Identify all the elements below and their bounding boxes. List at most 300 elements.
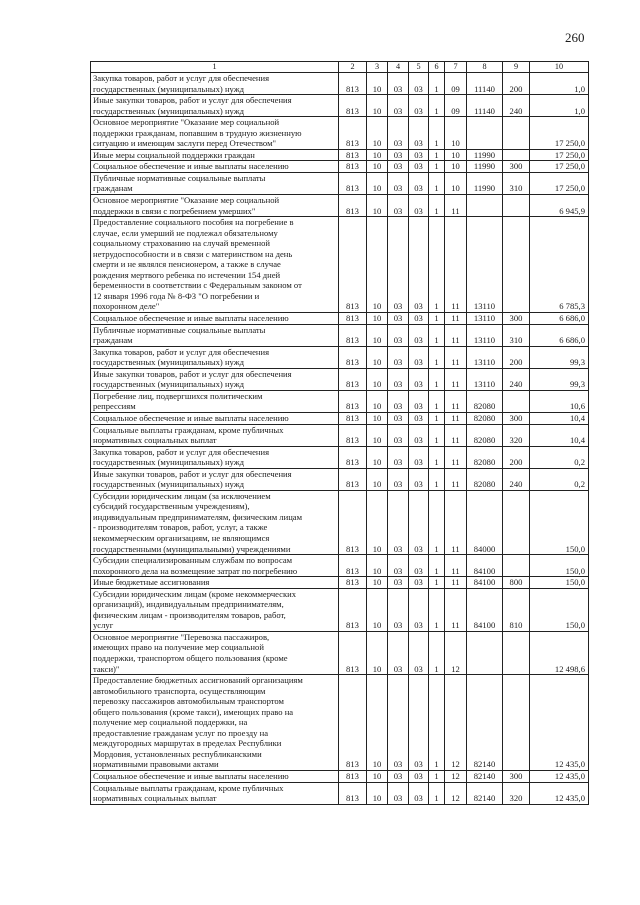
section-code-cell: 10 xyxy=(367,631,388,674)
expense-type-code-cell: 300 xyxy=(503,161,530,173)
program-code-cell: 03 xyxy=(409,73,429,95)
row-name-line: Субсидии специализированным службам по вопросам xyxy=(93,555,293,566)
program-code-cell: 03 xyxy=(409,675,429,771)
measure-code-cell: 10 xyxy=(445,172,467,194)
page-number: 260 xyxy=(565,30,585,45)
subsection-code-cell: 03 xyxy=(388,368,409,390)
row-name-line: государственных (муниципальных) нужд xyxy=(93,457,245,468)
ministry-code-cell: 813 xyxy=(339,117,367,150)
section-code-cell: 10 xyxy=(367,446,388,468)
expense-type-code-cell: 800 xyxy=(503,577,530,589)
row-name-line: государственных (муниципальных) нужд xyxy=(93,83,245,94)
measure-code-cell: 11 xyxy=(445,468,467,490)
subprogram-code-cell: 1 xyxy=(429,631,445,674)
row-name-cell xyxy=(91,117,339,150)
section-code-cell: 10 xyxy=(367,324,388,346)
row-name-line: Иные бюджетные ассигнования xyxy=(93,577,210,588)
row-name-line: социальному страхованию на случай временной xyxy=(93,238,270,249)
row-name-line: имеющих право на получение мер социальной xyxy=(93,642,264,653)
subprogram-code-cell: 1 xyxy=(429,446,445,468)
measure-code-cell: 11 xyxy=(445,490,467,554)
row-name-cell xyxy=(91,172,339,194)
section-code-cell: 10 xyxy=(367,313,388,325)
expense-type-code-cell: 310 xyxy=(503,172,530,194)
amount-cell: 150,0 xyxy=(530,490,589,554)
row-name-line: поддержки гражданам, попавшим в трудную жизненную xyxy=(93,127,302,138)
program-code-cell: 03 xyxy=(409,771,429,783)
row-name-cell xyxy=(91,73,339,95)
subprogram-code-cell: 1 xyxy=(429,73,445,95)
ministry-code-cell: 813 xyxy=(339,588,367,631)
subprogram-code-cell: 1 xyxy=(429,324,445,346)
section-code-cell: 10 xyxy=(367,368,388,390)
subprogram-code-cell: 1 xyxy=(429,555,445,577)
section-code-cell: 10 xyxy=(367,412,388,424)
table-row xyxy=(91,346,589,368)
column-header: 1 xyxy=(91,62,339,73)
row-name-cell xyxy=(91,468,339,490)
subsection-code-cell: 03 xyxy=(388,771,409,783)
row-name-line: физическим лицам - производителям товаров, работ, xyxy=(93,609,286,620)
row-name-cell xyxy=(91,555,339,577)
amount-cell: 99,3 xyxy=(530,346,589,368)
subsection-code-cell: 03 xyxy=(388,117,409,150)
row-name-line: предоставление гражданам услуг по проезду на xyxy=(93,727,269,738)
expense-type-code-cell: 300 xyxy=(503,412,530,424)
section-code-cell: 10 xyxy=(367,675,388,771)
expense-type-code-cell: 240 xyxy=(503,468,530,490)
measure-code-cell: 11 xyxy=(445,390,467,412)
direction-code-cell: 13110 xyxy=(467,313,503,325)
subsection-code-cell: 03 xyxy=(388,195,409,217)
column-header: 9 xyxy=(503,62,530,73)
subsection-code-cell: 03 xyxy=(388,161,409,173)
expense-type-code-cell xyxy=(503,490,530,554)
expense-type-code-cell: 300 xyxy=(503,313,530,325)
table-row xyxy=(91,555,589,577)
header-row xyxy=(91,62,589,73)
direction-code-cell: 13110 xyxy=(467,217,503,313)
table-row xyxy=(91,117,589,150)
ministry-code-cell: 813 xyxy=(339,631,367,674)
row-name-line: поддержки в связи с погребением умерших" xyxy=(93,205,256,216)
column-header: 10 xyxy=(530,62,589,73)
table-row xyxy=(91,149,589,161)
row-name-line: поддержки, транспортом общего пользования (кроме xyxy=(93,652,288,663)
program-code-cell: 03 xyxy=(409,313,429,325)
ministry-code-cell: 813 xyxy=(339,424,367,446)
measure-code-cell: 09 xyxy=(445,95,467,117)
row-name-cell xyxy=(91,313,339,325)
program-code-cell: 03 xyxy=(409,390,429,412)
row-name-line: рождения мертвого ребенка по истечении 154 дней xyxy=(93,269,281,280)
ministry-code-cell: 813 xyxy=(339,782,367,804)
expense-type-code-cell: 810 xyxy=(503,588,530,631)
row-name-line: 12 января 1996 года № 8-ФЗ "О погребении и xyxy=(93,290,260,301)
row-name-line: Субсидии юридическим лицам (за исключением xyxy=(93,490,271,501)
table-row xyxy=(91,217,589,313)
direction-code-cell: 82140 xyxy=(467,771,503,783)
ministry-code-cell: 813 xyxy=(339,771,367,783)
row-name-line: государственных (муниципальных) нужд xyxy=(93,357,245,368)
row-name-cell xyxy=(91,390,339,412)
program-code-cell: 03 xyxy=(409,424,429,446)
subsection-code-cell: 03 xyxy=(388,631,409,674)
row-name-cell xyxy=(91,195,339,217)
subsection-code-cell: 03 xyxy=(388,446,409,468)
table-row xyxy=(91,313,589,325)
row-name-line: Социальные выплаты гражданам, кроме публичных xyxy=(93,782,284,793)
row-name-line: гражданам xyxy=(93,335,133,346)
subprogram-code-cell: 1 xyxy=(429,161,445,173)
table-row xyxy=(91,161,589,173)
measure-code-cell: 11 xyxy=(445,588,467,631)
program-code-cell: 03 xyxy=(409,588,429,631)
subsection-code-cell: 03 xyxy=(388,412,409,424)
row-name-line: перевозку пассажиров автомобильным транспортом xyxy=(93,696,284,707)
ministry-code-cell: 813 xyxy=(339,161,367,173)
expense-type-code-cell xyxy=(503,117,530,150)
expense-type-code-cell: 240 xyxy=(503,95,530,117)
expense-type-code-cell xyxy=(503,390,530,412)
measure-code-cell: 11 xyxy=(445,313,467,325)
amount-cell: 17 250,0 xyxy=(530,161,589,173)
amount-cell: 6 686,0 xyxy=(530,324,589,346)
row-name-cell xyxy=(91,490,339,554)
table-row xyxy=(91,195,589,217)
table-row xyxy=(91,172,589,194)
expense-type-code-cell xyxy=(503,195,530,217)
measure-code-cell: 12 xyxy=(445,771,467,783)
subprogram-code-cell: 1 xyxy=(429,490,445,554)
row-name-cell xyxy=(91,771,339,783)
program-code-cell: 03 xyxy=(409,368,429,390)
table-row xyxy=(91,73,589,95)
row-name-line: Иные меры социальной поддержки граждан xyxy=(93,149,255,160)
expense-type-code-cell: 200 xyxy=(503,446,530,468)
subsection-code-cell: 03 xyxy=(388,468,409,490)
row-name-line: нормативными правовыми актами xyxy=(93,759,219,770)
direction-code-cell: 11140 xyxy=(467,73,503,95)
measure-code-cell: 10 xyxy=(445,161,467,173)
table-row xyxy=(91,771,589,783)
program-code-cell: 03 xyxy=(409,782,429,804)
section-code-cell: 10 xyxy=(367,588,388,631)
subsection-code-cell: 03 xyxy=(388,172,409,194)
row-name-line: Публичные нормативные социальные выплаты xyxy=(93,324,266,335)
subsection-code-cell: 03 xyxy=(388,95,409,117)
ministry-code-cell: 813 xyxy=(339,577,367,589)
section-code-cell: 10 xyxy=(367,346,388,368)
ministry-code-cell: 813 xyxy=(339,490,367,554)
amount-cell: 12 435,0 xyxy=(530,771,589,783)
row-name-line: Иные закупки товаров, работ и услуг для обеспечения xyxy=(93,95,292,106)
table-row xyxy=(91,782,589,804)
measure-code-cell: 11 xyxy=(445,217,467,313)
measure-code-cell: 09 xyxy=(445,73,467,95)
subsection-code-cell: 03 xyxy=(388,73,409,95)
table-row xyxy=(91,324,589,346)
expense-type-code-cell: 320 xyxy=(503,782,530,804)
row-name-line: Погребение лиц, подвергшихся политическим xyxy=(93,390,263,401)
row-name-line: Социальное обеспечение и иные выплаты населению xyxy=(93,412,289,423)
row-name-line: государственными (муниципальными) учреждениями xyxy=(93,543,291,554)
amount-cell: 17 250,0 xyxy=(530,172,589,194)
row-name-line: Мордовия, установленных республиканскими xyxy=(93,748,262,759)
measure-code-cell: 11 xyxy=(445,195,467,217)
table-row xyxy=(91,412,589,424)
section-code-cell: 10 xyxy=(367,782,388,804)
amount-cell: 17 250,0 xyxy=(530,149,589,161)
subprogram-code-cell: 1 xyxy=(429,172,445,194)
direction-code-cell: 82080 xyxy=(467,390,503,412)
measure-code-cell: 11 xyxy=(445,446,467,468)
row-name-line: организаций), индивидуальным предпринимателям, xyxy=(93,599,284,610)
row-name-cell xyxy=(91,424,339,446)
row-name-line: Социальные выплаты гражданам, кроме публичных xyxy=(93,424,284,435)
measure-code-cell: 11 xyxy=(445,577,467,589)
expense-type-code-cell: 300 xyxy=(503,771,530,783)
subsection-code-cell: 03 xyxy=(388,217,409,313)
direction-code-cell: 82080 xyxy=(467,412,503,424)
row-name-cell xyxy=(91,161,339,173)
row-name-line: Иные закупки товаров, работ и услуг для обеспечения xyxy=(93,368,292,379)
row-name-line: Предоставление социального пособия на погребение в xyxy=(93,217,294,228)
row-name-line: случае, если умерший не подлежал обязательному xyxy=(93,227,278,238)
column-header: 4 xyxy=(388,62,409,73)
row-name-line: Иные закупки товаров, работ и услуг для обеспечения xyxy=(93,468,292,479)
row-name-cell xyxy=(91,412,339,424)
subsection-code-cell: 03 xyxy=(388,346,409,368)
expense-type-code-cell xyxy=(503,631,530,674)
column-header: 8 xyxy=(467,62,503,73)
row-name-line: похоронном деле" xyxy=(93,301,160,312)
expense-type-code-cell xyxy=(503,217,530,313)
table-row xyxy=(91,390,589,412)
direction-code-cell: 84100 xyxy=(467,555,503,577)
column-header: 6 xyxy=(429,62,445,73)
table-row xyxy=(91,424,589,446)
direction-code-cell xyxy=(467,117,503,150)
direction-code-cell: 13110 xyxy=(467,346,503,368)
row-name-line: услуг xyxy=(93,620,114,631)
amount-cell: 6 785,3 xyxy=(530,217,589,313)
row-name-cell xyxy=(91,368,339,390)
table-row xyxy=(91,490,589,554)
section-code-cell: 10 xyxy=(367,390,388,412)
subprogram-code-cell: 1 xyxy=(429,217,445,313)
subsection-code-cell: 03 xyxy=(388,324,409,346)
subprogram-code-cell: 1 xyxy=(429,588,445,631)
program-code-cell: 03 xyxy=(409,217,429,313)
program-code-cell: 03 xyxy=(409,172,429,194)
subsection-code-cell: 03 xyxy=(388,782,409,804)
subsection-code-cell: 03 xyxy=(388,555,409,577)
direction-code-cell: 84100 xyxy=(467,577,503,589)
subsection-code-cell: 03 xyxy=(388,588,409,631)
subprogram-code-cell: 1 xyxy=(429,95,445,117)
column-header: 2 xyxy=(339,62,367,73)
row-name-line: Закупка товаров, работ и услуг для обеспечения xyxy=(93,446,270,457)
ministry-code-cell: 813 xyxy=(339,195,367,217)
measure-code-cell: 10 xyxy=(445,117,467,150)
row-name-line: автомобильного транспорта, осуществляющим xyxy=(93,685,266,696)
amount-cell: 6 945,9 xyxy=(530,195,589,217)
subsection-code-cell: 03 xyxy=(388,149,409,161)
table-row xyxy=(91,577,589,589)
direction-code-cell: 82140 xyxy=(467,782,503,804)
table-row xyxy=(91,95,589,117)
row-name-line: получение мер социальной поддержки, на xyxy=(93,717,248,728)
amount-cell: 12 435,0 xyxy=(530,782,589,804)
direction-code-cell: 82140 xyxy=(467,675,503,771)
section-code-cell: 10 xyxy=(367,73,388,95)
program-code-cell: 03 xyxy=(409,412,429,424)
section-code-cell: 10 xyxy=(367,217,388,313)
row-name-line: Социальное обеспечение и иные выплаты населению xyxy=(93,161,289,172)
ministry-code-cell: 813 xyxy=(339,390,367,412)
section-code-cell: 10 xyxy=(367,555,388,577)
program-code-cell: 03 xyxy=(409,468,429,490)
direction-code-cell: 82080 xyxy=(467,446,503,468)
row-name-cell xyxy=(91,446,339,468)
section-code-cell: 10 xyxy=(367,424,388,446)
direction-code-cell: 82080 xyxy=(467,468,503,490)
subprogram-code-cell: 1 xyxy=(429,675,445,771)
table-row xyxy=(91,368,589,390)
measure-code-cell: 12 xyxy=(445,782,467,804)
column-header: 5 xyxy=(409,62,429,73)
amount-cell: 0,2 xyxy=(530,446,589,468)
direction-code-cell: 11140 xyxy=(467,95,503,117)
measure-code-cell: 10 xyxy=(445,149,467,161)
subprogram-code-cell: 1 xyxy=(429,313,445,325)
direction-code-cell: 13110 xyxy=(467,368,503,390)
direction-code-cell: 13110 xyxy=(467,324,503,346)
ministry-code-cell: 813 xyxy=(339,346,367,368)
row-name-line: государственных (муниципальных) нужд xyxy=(93,379,245,390)
row-name-line: репрессиям xyxy=(93,401,136,412)
ministry-code-cell: 813 xyxy=(339,324,367,346)
amount-cell: 150,0 xyxy=(530,588,589,631)
direction-code-cell: 11990 xyxy=(467,161,503,173)
row-name-line: ситуацию и имеющим заслуги перед Отечеством" xyxy=(93,138,277,149)
row-name-line: Основное мероприятие "Перевозка пассажиров, xyxy=(93,631,270,642)
ministry-code-cell: 813 xyxy=(339,468,367,490)
measure-code-cell: 12 xyxy=(445,631,467,674)
amount-cell: 10,4 xyxy=(530,412,589,424)
expense-type-code-cell: 240 xyxy=(503,368,530,390)
amount-cell: 0,2 xyxy=(530,468,589,490)
row-name-line: общего пользования (кроме такси), имеющих право на xyxy=(93,706,294,717)
program-code-cell: 03 xyxy=(409,117,429,150)
row-name-line: нормативных социальных выплат xyxy=(93,435,217,446)
row-name-cell xyxy=(91,324,339,346)
measure-code-cell: 11 xyxy=(445,555,467,577)
subprogram-code-cell: 1 xyxy=(429,577,445,589)
row-name-line: Субсидии юридическим лицам (кроме некоммерческих xyxy=(93,588,297,599)
row-name-cell xyxy=(91,217,339,313)
row-name-cell xyxy=(91,577,339,589)
amount-cell: 6 686,0 xyxy=(530,313,589,325)
amount-cell: 1,0 xyxy=(530,95,589,117)
subprogram-code-cell: 1 xyxy=(429,117,445,150)
program-code-cell: 03 xyxy=(409,95,429,117)
direction-code-cell: 11990 xyxy=(467,149,503,161)
subsection-code-cell: 03 xyxy=(388,577,409,589)
section-code-cell: 10 xyxy=(367,195,388,217)
row-name-cell xyxy=(91,675,339,771)
row-name-line: Публичные нормативные социальные выплаты xyxy=(93,172,266,183)
expense-type-code-cell xyxy=(503,555,530,577)
measure-code-cell: 11 xyxy=(445,368,467,390)
direction-code-cell xyxy=(467,631,503,674)
row-name-line: Социальное обеспечение и иные выплаты населению xyxy=(93,313,289,324)
subprogram-code-cell: 1 xyxy=(429,424,445,446)
row-name-line: индивидуальным предпринимателям, физическим лицам xyxy=(93,511,303,522)
row-name-line: нетрудоспособности и в связи с материнством на день xyxy=(93,248,293,259)
row-name-cell xyxy=(91,782,339,804)
row-name-line: некоммерческим организациям, не являющимся xyxy=(93,532,270,543)
direction-code-cell: 84100 xyxy=(467,588,503,631)
subprogram-code-cell: 1 xyxy=(429,390,445,412)
direction-code-cell: 82080 xyxy=(467,424,503,446)
subprogram-code-cell: 1 xyxy=(429,782,445,804)
program-code-cell: 03 xyxy=(409,161,429,173)
table-body xyxy=(91,73,589,805)
expense-type-code-cell: 310 xyxy=(503,324,530,346)
subsection-code-cell: 03 xyxy=(388,490,409,554)
subprogram-code-cell: 1 xyxy=(429,468,445,490)
program-code-cell: 03 xyxy=(409,324,429,346)
measure-code-cell: 11 xyxy=(445,346,467,368)
row-name-line: беременности в соответствии с Федеральным законом от xyxy=(93,280,302,291)
section-code-cell: 10 xyxy=(367,95,388,117)
ministry-code-cell: 813 xyxy=(339,368,367,390)
subprogram-code-cell: 1 xyxy=(429,346,445,368)
ministry-code-cell: 813 xyxy=(339,412,367,424)
subsection-code-cell: 03 xyxy=(388,313,409,325)
subprogram-code-cell: 1 xyxy=(429,368,445,390)
amount-cell: 10,4 xyxy=(530,424,589,446)
row-name-line: Основное мероприятие "Оказание мер социальной xyxy=(93,117,280,128)
section-code-cell: 10 xyxy=(367,490,388,554)
expense-type-code-cell: 320 xyxy=(503,424,530,446)
ministry-code-cell: 813 xyxy=(339,217,367,313)
program-code-cell: 03 xyxy=(409,631,429,674)
row-name-cell xyxy=(91,95,339,117)
subsection-code-cell: 03 xyxy=(388,390,409,412)
program-code-cell: 03 xyxy=(409,555,429,577)
subsection-code-cell: 03 xyxy=(388,675,409,771)
subprogram-code-cell: 1 xyxy=(429,771,445,783)
amount-cell: 99,3 xyxy=(530,368,589,390)
expense-type-code-cell: 200 xyxy=(503,73,530,95)
row-name-cell xyxy=(91,149,339,161)
program-code-cell: 03 xyxy=(409,346,429,368)
row-name-line: такси)" xyxy=(93,663,120,674)
measure-code-cell: 12 xyxy=(445,675,467,771)
row-name-line: гражданам xyxy=(93,183,133,194)
amount-cell: 12 498,6 xyxy=(530,631,589,674)
ministry-code-cell: 813 xyxy=(339,675,367,771)
row-name-line: Основное мероприятие "Оказание мер социальной xyxy=(93,195,280,206)
measure-code-cell: 11 xyxy=(445,412,467,424)
row-name-line: междугородных маршрутах в пределах Республики xyxy=(93,738,282,749)
row-name-line: - производителям товаров, работ, услуг, а также xyxy=(93,522,268,533)
row-name-line: Социальное обеспечение и иные выплаты населению xyxy=(93,771,289,781)
column-header: 3 xyxy=(367,62,388,73)
